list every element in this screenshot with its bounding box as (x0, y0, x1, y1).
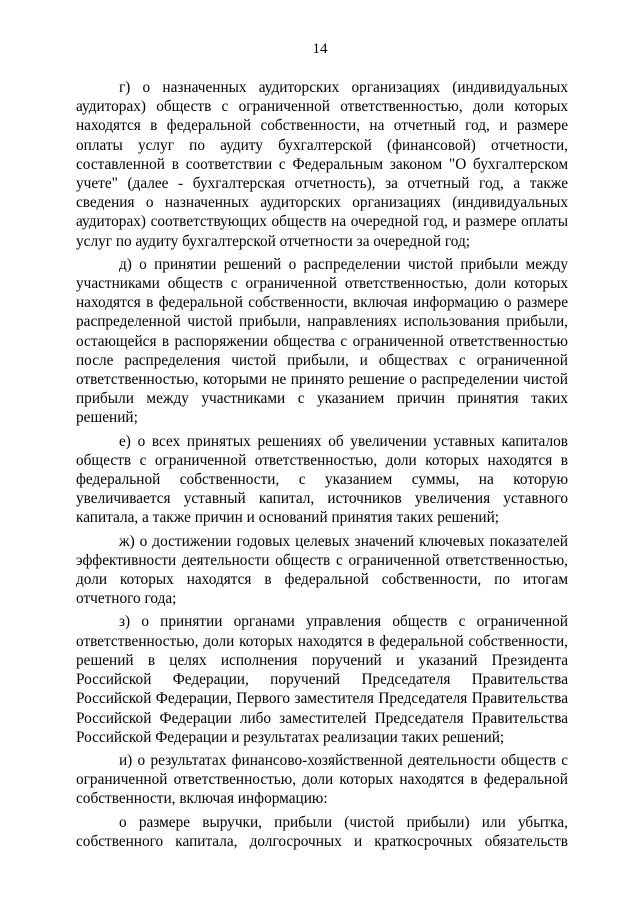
paragraph-d: д) о принятии решений о распределении чистой прибыли между участниками обществ с ограниченной ответственностью, доли которых находятся в федеральной собственности, включая информацию о размере распределенной чистой прибыли, направлениях использования прибыли, остающейся в распоряжении общества с ограниченной ответственностью после распределения чистой прибыли, и обществах с ограниченной ответственностью, которыми не принято решение о распределении чистой прибыли между участниками с указанием причин принятия таких решений; (76, 255, 568, 427)
document-body (76, 78, 568, 855)
paragraph-e: е) о всех принятых решениях об увеличении уставных капиталов обществ с ограниченной ответственностью, доли которых находятся в федеральной собственности, с указанием суммы, на которую увеличивается уставный капитал, источников увеличения уставного капитала, а также причин и оснований принятия таких решений; (76, 432, 568, 527)
paragraph-g: г) о назначенных аудиторских организациях (индивидуальных аудиторах) обществ с ограниченной ответственностью, доли которых находятся в федеральной собственности, на отчетный год, и размере оплаты услуг по аудиту бухгалтерской (финансовой) отчетности, составленной в соответствии с Федеральным законом "О бухгалтерском учете" (далее - бухгалтерская отчетность), за отчетный год, а также сведения о назначенных аудиторских организациях (индивидуальных аудиторах) соответствующих обществ на очередной год, и размере оплаты услуг по аудиту бухгалтерской отчетности за очередной год; (76, 79, 568, 250)
paragraph-i: и) о результатах финансово-хозяйственной деятельности обществ с ограниченной ответственностью, доли которых находятся в федеральной собственности, включая информацию: (76, 751, 568, 808)
paragraph-z: з) о принятии органами управления обществ с ограниченной ответственностью, доли которых находятся в федеральной собственности, решений в целях исполнения поручений и указаний Президента Российской Федерации, поручений Председателя Правительства Российской Федерации, Первого заместителя Председателя Правительства Российской Федерации либо заместителей Председателя Правительства Российской Федерации и результатах реализации таких решений; (76, 613, 568, 746)
page-number: 14 (312, 41, 328, 57)
paragraph-revenue: о размере выручки, прибыли (чистой прибыли) или убытка, собственного капитала, долгосрочных и краткосрочных обязательств (76, 813, 568, 850)
paragraph-zh: ж) о достижении годовых целевых значений ключевых показателей эффективности деятельности обществ с ограниченной ответственностью, доли которых находятся в федеральной собственности, по итогам отчетного года; (76, 532, 568, 608)
